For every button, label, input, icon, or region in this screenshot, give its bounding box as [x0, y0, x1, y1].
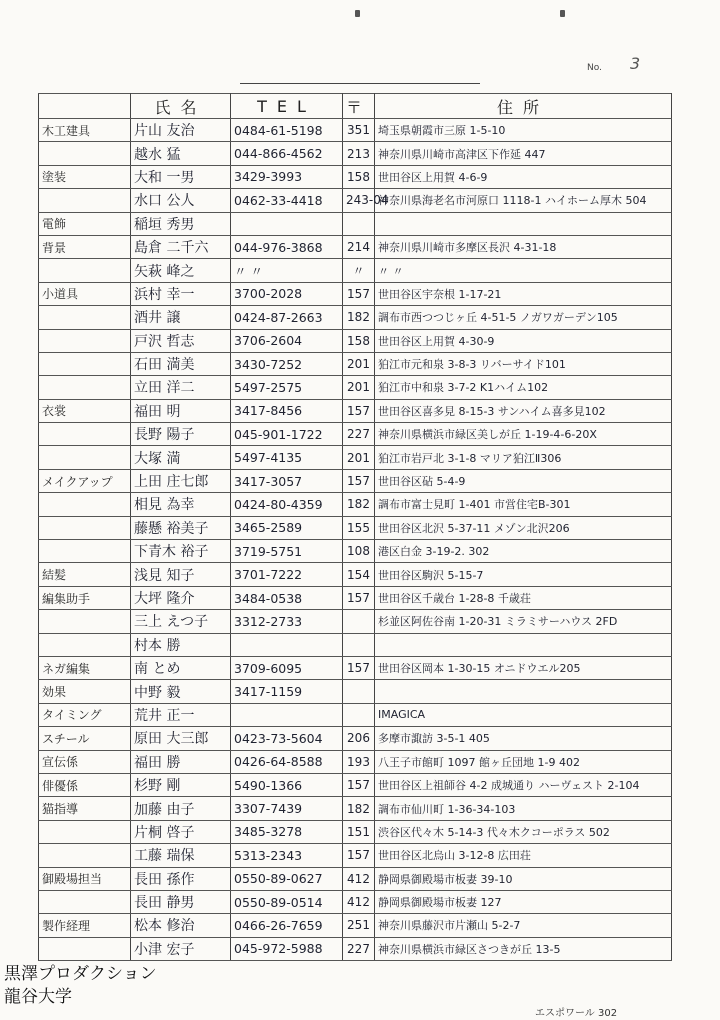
- cell-zip: 157: [343, 469, 375, 492]
- table-row: [39, 820, 672, 843]
- cell-tel: [231, 633, 343, 656]
- cell-address: 静岡県御殿場市板妻 39-10: [375, 867, 672, 890]
- cell-role: 背景: [39, 235, 131, 258]
- cell-address: IMAGICA: [375, 703, 672, 726]
- table-row: [39, 259, 672, 282]
- cell-name: 上田 庄七郎: [131, 469, 231, 492]
- table-row: [39, 399, 672, 422]
- cell-name: 石田 満美: [131, 352, 231, 375]
- table-row: [39, 914, 672, 937]
- cell-role: タイミング: [39, 703, 131, 726]
- cell-name: 水口 公人: [131, 189, 231, 212]
- cell-zip: 182: [343, 797, 375, 820]
- cell-address: 八王子市館町 1097 館ヶ丘団地 1-9 402: [375, 750, 672, 773]
- cell-address: 埼玉県朝霞市三原 1-5-10: [375, 119, 672, 142]
- cell-name: 浅見 知子: [131, 563, 231, 586]
- cell-zip: 158: [343, 329, 375, 352]
- cell-name: 大塚 満: [131, 446, 231, 469]
- punch-hole: [355, 10, 360, 17]
- cell-role: [39, 189, 131, 212]
- cell-zip: [343, 633, 375, 656]
- cell-zip: 108: [343, 540, 375, 563]
- header-tel: TEL: [231, 94, 343, 119]
- cell-zip: 154: [343, 563, 375, 586]
- cell-zip: 213: [343, 142, 375, 165]
- cell-name: 杉野 剛: [131, 773, 231, 796]
- cell-name: 長田 孫作: [131, 867, 231, 890]
- cell-role: [39, 820, 131, 843]
- cell-zip: 〃: [343, 259, 375, 282]
- cell-name: 越水 猛: [131, 142, 231, 165]
- cell-name: 三上 えつ子: [131, 610, 231, 633]
- cell-address: 世田谷区上用賀 4-6-9: [375, 165, 672, 188]
- cell-tel: 3465-2589: [231, 516, 343, 539]
- table-row: [39, 516, 672, 539]
- cell-tel: 3430-7252: [231, 352, 343, 375]
- cell-name: 矢萩 峰之: [131, 259, 231, 282]
- table-row: [39, 890, 672, 913]
- cell-address: 世田谷区北沢 5-37-11 メゾン北沢206: [375, 516, 672, 539]
- cell-role: [39, 376, 131, 399]
- table-row: [39, 633, 672, 656]
- cell-tel: 5313-2343: [231, 844, 343, 867]
- cell-zip: 157: [343, 773, 375, 796]
- cell-address: 世田谷区千歳台 1-28-8 千歳荘: [375, 586, 672, 609]
- cell-address: 静岡県御殿場市板妻 127: [375, 890, 672, 913]
- cell-name: 下青木 裕子: [131, 540, 231, 563]
- cell-zip: 157: [343, 399, 375, 422]
- cell-role: [39, 446, 131, 469]
- cell-tel: [231, 703, 343, 726]
- cell-address: 神奈川県藤沢市片瀬山 5-2-7: [375, 914, 672, 937]
- cell-tel: 5490-1366: [231, 773, 343, 796]
- cell-address: 港区白金 3-19-2. 302: [375, 540, 672, 563]
- cell-address: 調布市富士見町 1-401 市営住宅B-301: [375, 493, 672, 516]
- cell-tel: 5497-4135: [231, 446, 343, 469]
- cell-address: 神奈川県川崎市多摩区長沢 4-31-18: [375, 235, 672, 258]
- cell-address: 〃 〃: [375, 259, 672, 282]
- watermark-line-2: 龍谷大学: [4, 987, 72, 1007]
- cell-role: [39, 516, 131, 539]
- cell-tel: 0466-26-7659: [231, 914, 343, 937]
- cell-name: 酒井 譲: [131, 306, 231, 329]
- table-row: [39, 937, 672, 960]
- cell-zip: 243-04: [343, 189, 375, 212]
- header-address: 住所: [375, 94, 672, 119]
- cell-name: 片山 友治: [131, 119, 231, 142]
- cell-role: [39, 540, 131, 563]
- cell-role: 衣裳: [39, 399, 131, 422]
- cell-address: 狛江市元和泉 3-8-3 リバーサイド101: [375, 352, 672, 375]
- cell-zip: 151: [343, 820, 375, 843]
- cell-tel: 3709-6095: [231, 656, 343, 679]
- cell-role: [39, 259, 131, 282]
- cell-address: 渋谷区代々木 5-14-3 代々木クコーポラス 502: [375, 820, 672, 843]
- cell-address: [375, 212, 672, 235]
- cell-address: 多摩市諏訪 3-5-1 405: [375, 727, 672, 750]
- cell-zip: 157: [343, 282, 375, 305]
- table-row: [39, 610, 672, 633]
- cell-address: 世田谷区上祖師谷 4-2 成城通り ハーヴェスト 2-104: [375, 773, 672, 796]
- table-row: [39, 586, 672, 609]
- cell-tel: 3484-0538: [231, 586, 343, 609]
- cell-role: ネガ編集: [39, 656, 131, 679]
- cell-name: 片桐 啓子: [131, 820, 231, 843]
- cell-zip: 214: [343, 235, 375, 258]
- table-row: [39, 376, 672, 399]
- cell-address: 世田谷区喜多見 8-15-3 サンハイム喜多見102: [375, 399, 672, 422]
- cell-name: 浜村 幸一: [131, 282, 231, 305]
- cell-tel: 045-972-5988: [231, 937, 343, 960]
- cell-name: 長田 静男: [131, 890, 231, 913]
- table-row: [39, 469, 672, 492]
- cell-tel: 0484-61-5198: [231, 119, 343, 142]
- cell-tel: 3417-8456: [231, 399, 343, 422]
- cell-tel: 044-976-3868: [231, 235, 343, 258]
- cell-tel: 3706-2604: [231, 329, 343, 352]
- cell-role: 製作経理: [39, 914, 131, 937]
- cell-role: 編集助手: [39, 586, 131, 609]
- table-row: [39, 306, 672, 329]
- cell-role: 塗装: [39, 165, 131, 188]
- cell-name: 工藤 瑞保: [131, 844, 231, 867]
- cell-role: 小道具: [39, 282, 131, 305]
- table-row: [39, 773, 672, 796]
- cell-zip: 412: [343, 890, 375, 913]
- table-row: [39, 142, 672, 165]
- cell-tel: [231, 212, 343, 235]
- cell-name: 中野 毅: [131, 680, 231, 703]
- cell-address: 杉並区阿佐谷南 1-20-31 ミラミサーハウス 2FD: [375, 610, 672, 633]
- cell-name: 荒井 正一: [131, 703, 231, 726]
- table-row: [39, 727, 672, 750]
- cell-zip: 157: [343, 844, 375, 867]
- cell-zip: [343, 610, 375, 633]
- footer-note: エスポワール 302: [535, 1008, 618, 1019]
- cell-tel: 3719-5751: [231, 540, 343, 563]
- cell-zip: 158: [343, 165, 375, 188]
- cell-role: [39, 493, 131, 516]
- cell-role: [39, 329, 131, 352]
- cell-address: 神奈川県川崎市高津区下作延 447: [375, 142, 672, 165]
- cell-name: 加藤 由子: [131, 797, 231, 820]
- cell-address: 神奈川県横浜市緑区美しが丘 1-19-4-6-20X: [375, 423, 672, 446]
- cell-tel: 0426-64-8588: [231, 750, 343, 773]
- cell-name: 松本 修治: [131, 914, 231, 937]
- cell-zip: 182: [343, 306, 375, 329]
- cell-address: 調布市西つつじヶ丘 4-51-5 ノガワガーデン105: [375, 306, 672, 329]
- page-number-value: 3: [630, 54, 641, 73]
- header-row: [39, 94, 672, 119]
- cell-zip: 157: [343, 656, 375, 679]
- cell-tel: 3307-7439: [231, 797, 343, 820]
- cell-zip: 227: [343, 423, 375, 446]
- table-row: [39, 423, 672, 446]
- cell-tel: 0424-80-4359: [231, 493, 343, 516]
- cell-role: 結髪: [39, 563, 131, 586]
- table-row: [39, 750, 672, 773]
- table-row: [39, 446, 672, 469]
- header-role: [39, 94, 131, 119]
- table-row: [39, 493, 672, 516]
- cell-tel: 3429-3993: [231, 165, 343, 188]
- cell-name: 村本 勝: [131, 633, 231, 656]
- cell-role: 木工建具: [39, 119, 131, 142]
- cell-zip: 251: [343, 914, 375, 937]
- cell-tel: 3700-2028: [231, 282, 343, 305]
- cell-address: 世田谷区上用賀 4-30-9: [375, 329, 672, 352]
- table-row: [39, 680, 672, 703]
- table-row: [39, 844, 672, 867]
- table-row: [39, 282, 672, 305]
- table-row: [39, 165, 672, 188]
- cell-zip: 206: [343, 727, 375, 750]
- page-number-label: No.: [587, 63, 602, 73]
- cell-tel: 0550-89-0627: [231, 867, 343, 890]
- cell-zip: 201: [343, 446, 375, 469]
- cell-role: スチール: [39, 727, 131, 750]
- title-underline: [240, 83, 480, 84]
- cell-name: 小津 宏子: [131, 937, 231, 960]
- table-row: [39, 540, 672, 563]
- cell-tel: 0423-73-5604: [231, 727, 343, 750]
- cell-zip: 412: [343, 867, 375, 890]
- cell-zip: [343, 703, 375, 726]
- cell-role: [39, 352, 131, 375]
- cell-zip: 157: [343, 586, 375, 609]
- cell-address: 調布市仙川町 1-36-34-103: [375, 797, 672, 820]
- cell-name: 島倉 二千六: [131, 235, 231, 258]
- cell-address: [375, 680, 672, 703]
- cell-role: [39, 633, 131, 656]
- cell-tel: 0550-89-0514: [231, 890, 343, 913]
- cell-role: 効果: [39, 680, 131, 703]
- roster-body: [39, 119, 672, 961]
- cell-address: [375, 633, 672, 656]
- cell-name: 戸沢 哲志: [131, 329, 231, 352]
- cell-role: [39, 937, 131, 960]
- cell-address: 狛江市岩戸北 3-1-8 マリア狛江Ⅱ306: [375, 446, 672, 469]
- punch-hole: [560, 10, 565, 17]
- cell-tel: 3701-7222: [231, 563, 343, 586]
- cell-address: 世田谷区砧 5-4-9: [375, 469, 672, 492]
- cell-role: [39, 142, 131, 165]
- cell-zip: 182: [343, 493, 375, 516]
- cell-role: 俳優係: [39, 773, 131, 796]
- table-row: [39, 329, 672, 352]
- cell-name: 南 とめ: [131, 656, 231, 679]
- table-row: [39, 352, 672, 375]
- cell-role: [39, 306, 131, 329]
- cell-name: 藤懸 裕美子: [131, 516, 231, 539]
- cell-zip: 155: [343, 516, 375, 539]
- cell-address: 神奈川県横浜市緑区さつきが丘 13-5: [375, 937, 672, 960]
- table-row: [39, 119, 672, 142]
- cell-role: [39, 890, 131, 913]
- header-zip: 〒: [343, 94, 375, 119]
- cell-name: 相見 為幸: [131, 493, 231, 516]
- cell-address: 世田谷区宇奈根 1-17-21: [375, 282, 672, 305]
- cell-name: 福田 明: [131, 399, 231, 422]
- cell-zip: 193: [343, 750, 375, 773]
- table-row: [39, 235, 672, 258]
- table-row: [39, 867, 672, 890]
- table-row: [39, 703, 672, 726]
- cell-name: 立田 洋二: [131, 376, 231, 399]
- staff-roster-table: [38, 93, 672, 961]
- cell-tel: 0462-33-4418: [231, 189, 343, 212]
- cell-name: 稲垣 秀男: [131, 212, 231, 235]
- cell-role: 猫指導: [39, 797, 131, 820]
- cell-zip: 201: [343, 352, 375, 375]
- cell-tel: 5497-2575: [231, 376, 343, 399]
- cell-address: 狛江市中和泉 3-7-2 K1ハイム102: [375, 376, 672, 399]
- cell-tel: 0424-87-2663: [231, 306, 343, 329]
- table-row: [39, 797, 672, 820]
- archive-watermark: [4, 963, 157, 1009]
- cell-tel: 〃 〃: [231, 259, 343, 282]
- cell-zip: 351: [343, 119, 375, 142]
- cell-zip: 201: [343, 376, 375, 399]
- cell-role: メイクアップ: [39, 469, 131, 492]
- cell-tel: 045-901-1722: [231, 423, 343, 446]
- cell-role: [39, 610, 131, 633]
- cell-name: 大坪 隆介: [131, 586, 231, 609]
- cell-tel: 3312-2733: [231, 610, 343, 633]
- cell-address: 世田谷区駒沢 5-15-7: [375, 563, 672, 586]
- cell-name: 原田 大三郎: [131, 727, 231, 750]
- table-row: [39, 563, 672, 586]
- cell-name: 長野 陽子: [131, 423, 231, 446]
- cell-name: 福田 勝: [131, 750, 231, 773]
- cell-name: 大和 一男: [131, 165, 231, 188]
- cell-role: 電飾: [39, 212, 131, 235]
- cell-tel: 3417-3057: [231, 469, 343, 492]
- cell-tel: 044-866-4562: [231, 142, 343, 165]
- cell-tel: 3417-1159: [231, 680, 343, 703]
- cell-role: 御殿場担当: [39, 867, 131, 890]
- cell-zip: [343, 680, 375, 703]
- cell-zip: [343, 212, 375, 235]
- table-row: [39, 656, 672, 679]
- cell-role: [39, 423, 131, 446]
- cell-address: 世田谷区岡本 1-30-15 オニドウエル205: [375, 656, 672, 679]
- cell-address: 世田谷区北烏山 3-12-8 広田荘: [375, 844, 672, 867]
- cell-role: 宣伝係: [39, 750, 131, 773]
- cell-tel: 3485-3278: [231, 820, 343, 843]
- cell-zip: 227: [343, 937, 375, 960]
- table-row: [39, 212, 672, 235]
- header-name: 氏名: [131, 94, 231, 119]
- cell-role: [39, 844, 131, 867]
- table-row: [39, 189, 672, 212]
- watermark-line-1: 黒澤プロダクション: [4, 964, 157, 984]
- cell-address: 神奈川県海老名市河原口 1118-1 ハイホーム厚木 504: [375, 189, 672, 212]
